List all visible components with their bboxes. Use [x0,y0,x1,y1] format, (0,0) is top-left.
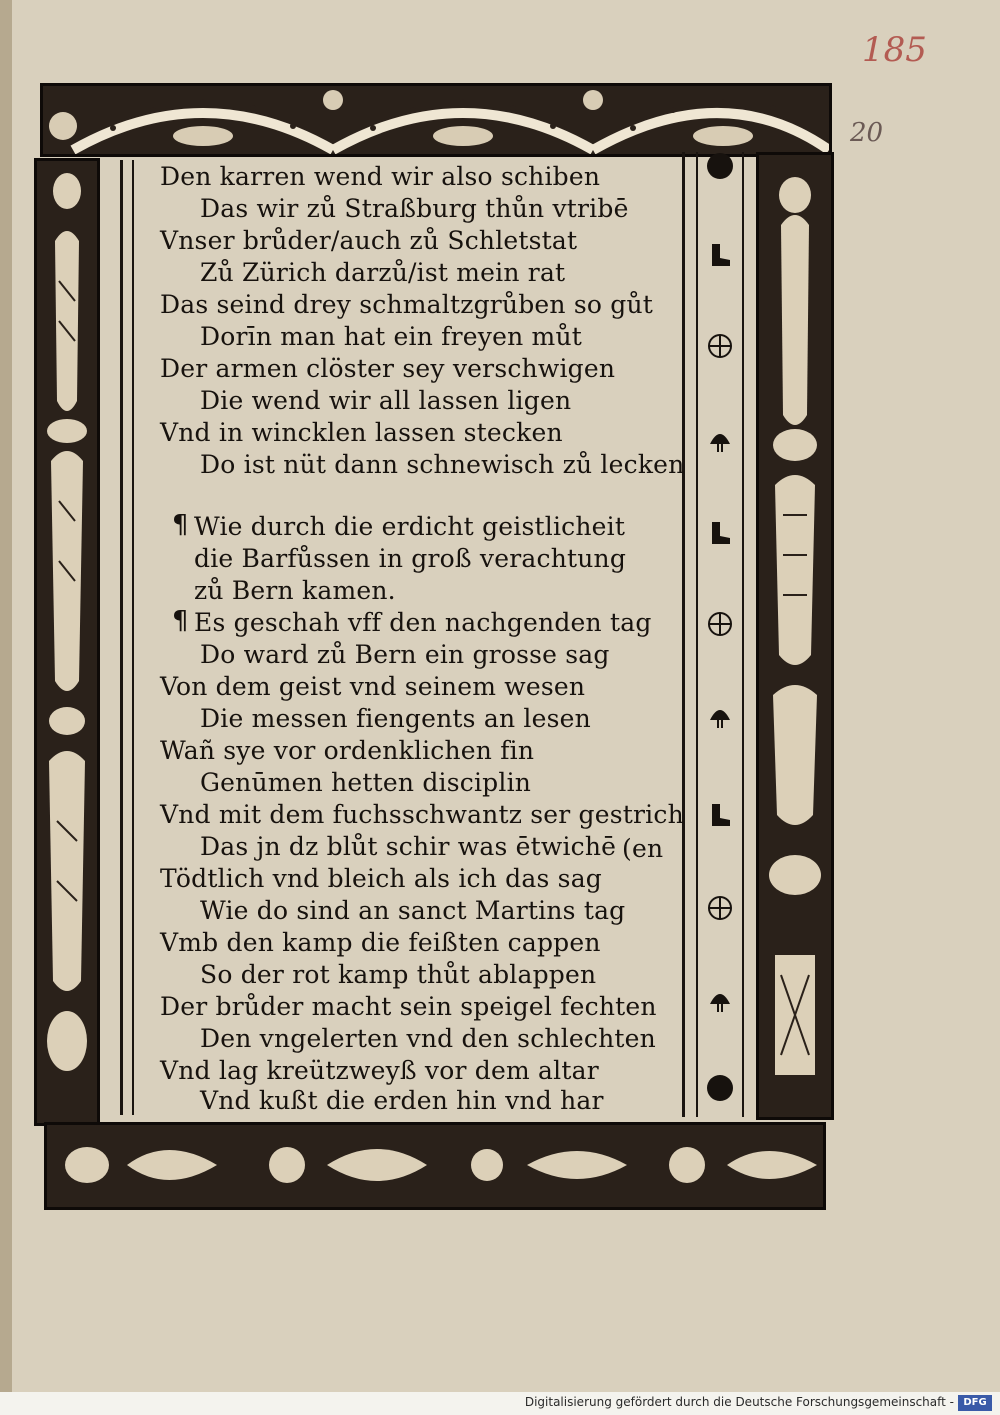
verse-line: Tödtlich vnd bleich als ich das sag [160,864,603,893]
folio-number-handwritten: 185 [862,30,927,70]
dfg-logo[interactable]: DFG [958,1395,992,1411]
funding-credit: Digitalisierung gefördert durch die Deutsche Forschungsgemeinschaft - [524,1395,954,1409]
verse-line: Do ward zů Bern ein grosse sag [200,640,610,669]
woodcut-border-left [34,158,100,1126]
verse-line: Wie do sind an sanct Martins tag [200,896,626,925]
verse-line: Der brůder macht sein speigel fechten [160,992,657,1021]
verse-line: Do ist nüt dann schnewisch zů lecken [200,450,685,479]
dot-ornament-icon [704,150,736,182]
verse-line: Das wir zů Straßburg thůn vtribē [200,194,629,223]
column-rule [696,152,698,1117]
verse-line: Es geschah vff den nachgenden tag [194,608,652,637]
verse-line: Vnd lag kreützweyß vor dem altar [160,1056,599,1085]
dot-ornament-icon [704,1072,736,1104]
bell-ornament-icon [704,698,736,730]
verse-line: Den karren wend wir also schiben [160,162,601,191]
verse-line: Genūmen hetten disciplin [200,768,532,797]
section-heading-line: die Barfůssen in groß verachtung [194,544,627,573]
cross-circle-ornament-icon [704,330,736,362]
verse-line: Wañ sye vor ordenklichen fin [160,736,535,765]
folio-number-pencil: 20 [850,118,884,148]
woodcut-border-right [756,152,834,1120]
verse-line: Zů Zürich darzů/ist mein rat [200,258,566,287]
line-continuation: (en [622,834,664,863]
column-rule [132,160,134,1115]
column-rule [120,160,123,1115]
section-heading-line: Wie durch die erdicht geistlicheit [194,512,626,541]
verse-line: So der rot kamp thůt ablappen [200,960,597,989]
digitization-footer [0,1392,1000,1415]
column-rule [742,152,744,1117]
verse-line: Von dem geist vnd seinem wesen [160,672,586,701]
margin-ornament-column [700,150,740,1110]
verse-line: Die wend wir all lassen ligen [200,386,572,415]
verse-line: Dorīn man hat ein freyen můt [200,322,583,351]
paragraph-mark: ¶ [172,510,189,540]
cross-circle-ornament-icon [704,892,736,924]
paragraph-mark: ¶ [172,606,189,636]
cross-circle-ornament-icon [704,608,736,640]
verse-line: Der armen clöster sey verschwigen [160,354,616,383]
bell-ornament-icon [704,422,736,454]
bell-ornament-icon [704,982,736,1014]
boot-ornament-icon [704,516,736,548]
verse-line: Vnser brůder/auch zů Schletstat [160,226,578,255]
column-rule [682,152,685,1117]
verse-text-block [160,160,685,1120]
boot-ornament-icon [704,798,736,830]
verse-line: Das jn dz blůt schir was ētwichē [200,832,617,861]
page-binding-edge [0,0,12,1392]
verse-line: Die messen fiengents an lesen [200,704,591,733]
verse-line: Vnd in wincklen lassen stecken [160,418,563,447]
verse-line: Vnd mit dem fuchsschwantz ser gestrich [160,800,684,829]
boot-ornament-icon [704,238,736,270]
verse-line: Vmb den kamp die feißten cappen [160,928,601,957]
woodcut-border-top [40,83,832,157]
section-heading-line: zů Bern kamen. [194,576,396,605]
verse-line: Das seind drey schmaltzgrůben so gůt [160,290,654,319]
woodcut-border-bottom [44,1122,826,1210]
verse-line: Den vngelerten vnd den schlechten [200,1024,656,1053]
verse-line: Vnd kußt die erden hin vnd har [200,1086,604,1115]
